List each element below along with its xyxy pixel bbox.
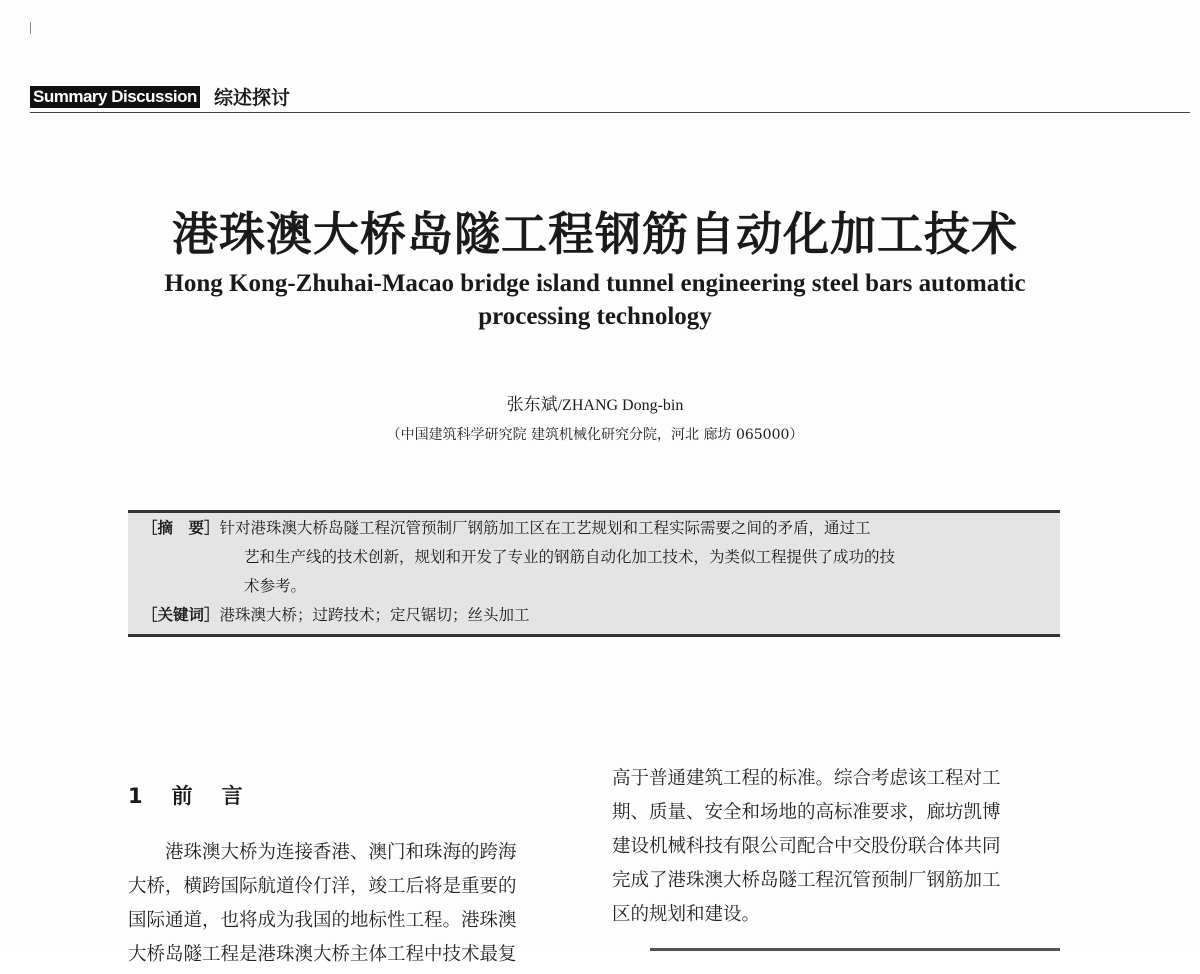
- author-cn: 张东斌: [506, 395, 558, 415]
- abstract-line: 针对港珠澳大桥岛隧工程沉管预制厂钢筋加工区在工艺规划和工程实际需要之间的矛盾，通过工: [219, 519, 871, 537]
- body-line: 高于普通建筑工程的标准。综合考虑该工程对工: [612, 768, 1001, 789]
- scan-mark: [30, 22, 31, 34]
- title-en-line: processing technology: [478, 303, 712, 330]
- keywords-label: ［关键词］: [142, 606, 220, 624]
- abstract-line: 艺和生产线的技术创新，规划和开发了专业的钢筋自动化加工技术，为类似工程提供了成功的技: [244, 548, 896, 566]
- author-en: /ZHANG Dong-bin: [557, 397, 684, 414]
- body-line: 建设机械科技有限公司配合中交股份联合体共同: [612, 836, 1001, 857]
- figure-top-rule: [650, 948, 1060, 951]
- abstract-line: 术参考。: [244, 577, 307, 595]
- section-heading: 1 前 言: [128, 784, 247, 808]
- body-line: 国际通道，也将成为我国的地标性工程。港珠澳: [128, 910, 517, 931]
- section-label-cn: 综述探讨: [214, 87, 291, 109]
- body-line: 完成了港珠澳大桥岛隧工程沉管预制厂钢筋加工: [612, 870, 1001, 891]
- title-cn: 港珠澳大桥岛隧工程钢筋自动化加工技术: [172, 207, 1018, 261]
- abstract-label: ［摘 要］: [142, 519, 220, 537]
- body-line: 港珠澳大桥为连接香港、澳门和珠海的跨海: [128, 842, 517, 863]
- header-rule: [30, 112, 1190, 113]
- affiliation: （中国建筑科学研究院 建筑机械化研究分院，河北 廊坊 065000）: [386, 427, 804, 443]
- author: [0, 390, 1190, 415]
- body-line: 大桥，横跨国际航道伶仃洋，竣工后将是重要的: [128, 876, 517, 897]
- body-line: 区的规划和建设。: [612, 904, 761, 925]
- title-en-line: Hong Kong-Zhuhai-Macao bridge island tunnel engineering steel bars automatic: [164, 270, 1026, 297]
- section-label-en: Summary Discussion: [30, 86, 200, 108]
- keywords: 港珠澳大桥；过跨技术；定尺锯切；丝头加工: [219, 606, 530, 624]
- abstract-box: [128, 510, 1060, 637]
- body-line: 期、质量、安全和场地的高标准要求，廊坊凯博: [612, 802, 1001, 823]
- body-line: 大桥岛隧工程是港珠澳大桥主体工程中技术最复: [128, 944, 517, 965]
